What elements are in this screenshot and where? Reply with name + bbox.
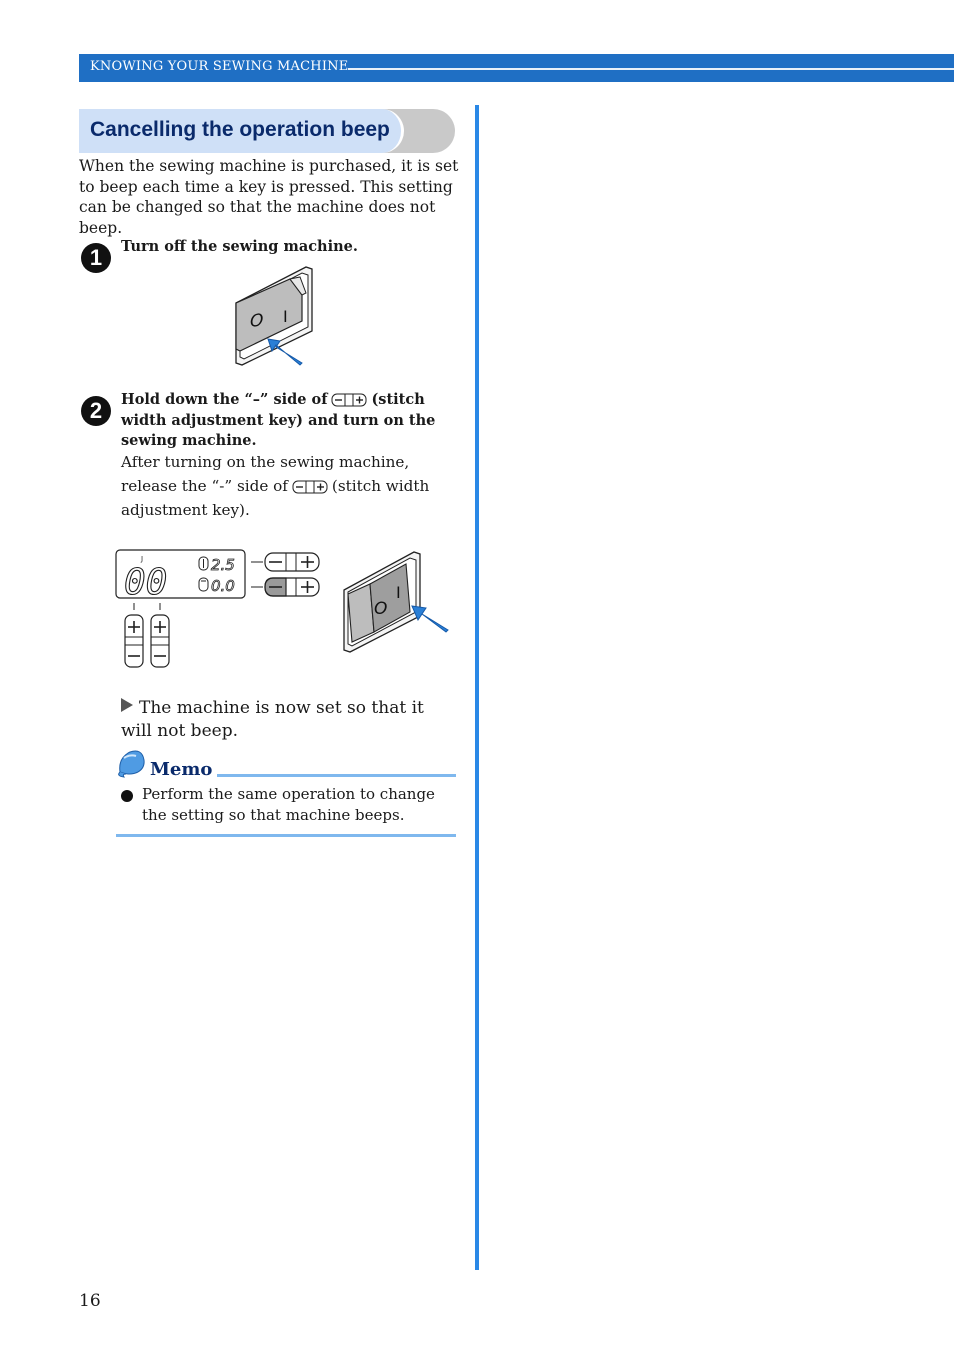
switch2-on-label: I xyxy=(396,583,401,602)
memo-bell-icon xyxy=(114,748,148,780)
lcd-pattern-number: 00 xyxy=(124,562,168,603)
result-arrow-icon xyxy=(121,698,133,712)
memo-bullet-icon xyxy=(121,790,133,802)
switch-off-label: O xyxy=(250,310,264,332)
column-divider xyxy=(475,105,479,1270)
lcd-stitch-length: 0.0 xyxy=(211,577,235,595)
intro-paragraph: When the sewing machine is purchased, it is set to beep each time a key is pressed. This setting can be changed so that the machine does not beep. xyxy=(79,157,459,237)
stitch-width-key-icon xyxy=(292,480,328,494)
page-title: Cancelling the operation beep xyxy=(90,118,390,141)
lcd-stitch-width: 2.5 xyxy=(211,556,235,574)
page-number: 16 xyxy=(79,1291,101,1311)
lcd-panel-illustration xyxy=(114,548,324,672)
power-switch-on-illustration xyxy=(340,550,455,655)
memo-heading: Memo xyxy=(150,759,213,780)
step-2-title: Hold down the “–” side of (stitch width adjustment key) and turn on the sewing machine. xyxy=(121,391,436,449)
memo-rule-top xyxy=(217,774,456,777)
step-2-body: After turning on the sewing machine, release the “-” side of (stitch width adjustment key). xyxy=(121,453,430,519)
result-text: The machine is now set so that it will not beep. xyxy=(121,698,424,741)
section-header: KNOWING YOUR SEWING MACHINE xyxy=(90,59,349,74)
stitch-width-key-icon xyxy=(331,393,367,407)
switch2-off-label: O xyxy=(374,599,388,619)
switch-on-label: I xyxy=(283,307,288,326)
step-1-title: Turn off the sewing machine. xyxy=(121,238,358,255)
memo-rule-bottom xyxy=(116,834,456,837)
step-1-number: 1 xyxy=(81,243,111,273)
power-switch-illustration xyxy=(230,265,320,370)
lcd-mark: J xyxy=(141,555,144,563)
step-2-number: 2 xyxy=(81,396,111,426)
memo-item: Perform the same operation to change the setting so that machine beeps. xyxy=(142,785,435,824)
header-rule xyxy=(348,68,954,70)
